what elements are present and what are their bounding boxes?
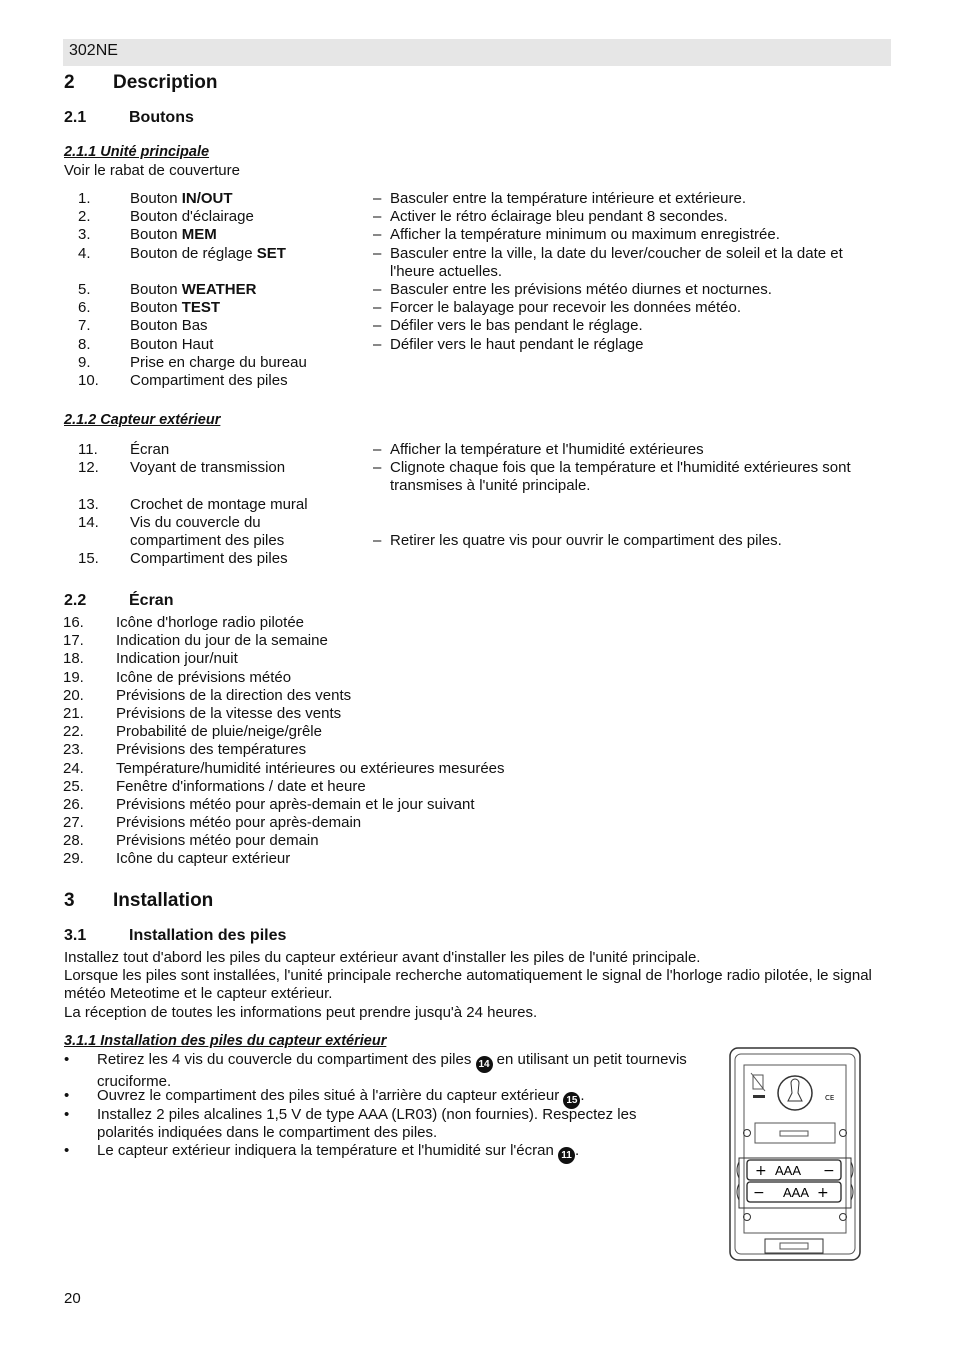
item-number: 4. [78, 244, 91, 262]
bullet: • [64, 1087, 70, 1105]
item-number: 10. [78, 371, 99, 389]
section-number: 3 [64, 890, 75, 911]
item-description: Clignote chaque fois que la température et l'humidité extérieures sont transmises à l'unité principale. [390, 459, 851, 495]
item-label: Icône d'horloge radio pilotée [116, 614, 304, 631]
list-item [63, 317, 891, 335]
item-number: 6. [78, 299, 91, 317]
dash: – [373, 317, 382, 335]
model-label: 302NE [69, 42, 118, 59]
reference-number-badge: 15 [563, 1092, 580, 1109]
item-label [130, 190, 233, 207]
item-label-line2: compartiment des piles [130, 531, 285, 549]
item-label: Icône de prévisions météo [116, 668, 292, 686]
page-number: 20 [64, 1290, 81, 1307]
item-description: Forcer le balayage pour recevoir les données météo. [390, 299, 742, 317]
item-label: Crochet de montage mural [130, 495, 308, 513]
subsection-number: 2.1 [64, 109, 87, 126]
subsection-title: Écran [129, 592, 174, 609]
item-number: 2. [78, 208, 91, 226]
sensor-back-illustration [725, 1045, 865, 1265]
item-number: 27. [63, 814, 84, 832]
item-label: Prévisions des températures [116, 741, 307, 759]
list-item [63, 496, 891, 514]
item-description: Afficher la température et l'humidité extérieures [390, 441, 704, 458]
bullet-text [97, 1051, 692, 1091]
item-number: 18. [63, 650, 84, 668]
item-label-text: Bouton [130, 280, 182, 298]
bullet-text [97, 1106, 692, 1142]
dash: – [373, 244, 382, 262]
item-number: 16. [63, 614, 84, 631]
item-label-text: Bouton d'éclairage [130, 208, 254, 226]
item-label [130, 317, 208, 334]
bullet: • [64, 1051, 70, 1068]
battery-label: AAA [783, 1185, 810, 1200]
dash: – [373, 441, 382, 458]
item-label-text: Bouton [130, 226, 182, 244]
item-label-bold: TEST [181, 299, 221, 317]
item-label: Compartiment des piles [130, 550, 288, 568]
item-label [130, 226, 217, 243]
list-item [63, 190, 891, 208]
bullet-text-part: Retirez les 4 vis du couvercle du compartiment des piles [97, 1051, 476, 1068]
install-steps-list [64, 1051, 694, 1160]
header-bar [63, 39, 891, 66]
item-description: Activer le rétro éclairage bleu pendant 8 secondes. [390, 208, 728, 226]
item-description: Basculer entre les prévisions météo diurnes et nocturnes. [390, 280, 772, 298]
item-number: 11. [78, 441, 98, 458]
item-number: 23. [63, 741, 84, 759]
list-item [63, 226, 891, 244]
item-label: Indication du jour de la semaine [116, 632, 328, 650]
list-item [63, 632, 891, 650]
item-number: 20. [63, 686, 84, 704]
item-label [130, 299, 220, 316]
dash: – [373, 208, 382, 226]
main-unit-button-list [63, 190, 891, 390]
list-item [63, 372, 891, 390]
item-label: Fenêtre d'informations / date et heure [116, 777, 366, 795]
list-item [63, 441, 891, 459]
list-item [63, 354, 891, 372]
section-number: 2 [64, 72, 75, 93]
list-item [63, 814, 891, 832]
dash: – [373, 459, 382, 477]
list-item [64, 1087, 694, 1105]
item-label-text: Bouton Haut [130, 335, 214, 353]
item-number: 7. [78, 317, 91, 335]
item-description: Défiler vers le haut pendant le réglage [390, 335, 644, 353]
list-item [63, 336, 891, 354]
reference-number-badge: 11 [558, 1147, 575, 1164]
subsection-2-1-1-heading: 2.1.1 Unité principale [64, 144, 210, 160]
item-label-text: Bouton de réglage [130, 244, 257, 262]
item-number: 12. [78, 459, 99, 477]
item-number: 17. [63, 632, 84, 650]
subsection-3-1-1-heading: 3.1.1 Installation des piles du capteur extérieur [64, 1033, 387, 1049]
plus-sign: + [817, 1185, 829, 1201]
dash: – [373, 335, 382, 353]
subsection-2-1-heading [64, 109, 194, 127]
item-description: Basculer entre la température intérieure et extérieure. [390, 190, 747, 207]
bullet-text-part: . [580, 1087, 585, 1105]
paragraph: La réception de toutes les informations peut prendre jusqu'à 24 heures. [64, 1003, 538, 1021]
list-item [63, 796, 891, 814]
list-item [63, 550, 891, 568]
item-label: Voyant de transmission [130, 459, 286, 477]
item-description: Basculer entre la ville, la date du lever/coucher de soleil et la date et l'heure actuelles. [390, 244, 843, 280]
item-label-bold: SET [256, 244, 286, 262]
list-item [63, 245, 891, 281]
subsection-3-1-heading [64, 927, 287, 945]
item-label: Prévisions météo pour après-demain et le jour suivant [116, 795, 475, 813]
item-label: Indication jour/nuit [116, 650, 238, 668]
item-number: 21. [63, 704, 84, 722]
item-label-text: Bouton [130, 190, 182, 207]
item-number: 9. [78, 353, 91, 371]
item-label: Écran [130, 441, 170, 458]
item-number: 22. [63, 723, 84, 741]
item-label: Prévisions météo pour demain [116, 832, 319, 850]
list-item [63, 705, 891, 723]
item-number: 15. [78, 550, 99, 568]
bullet-text-part: en utilisant un petit tournevis cruciforme. [97, 1051, 687, 1090]
reference-number-badge: 14 [476, 1056, 493, 1073]
subsection-title: Installation des piles [129, 927, 287, 944]
item-label-text: Bouton [130, 299, 182, 317]
minus-sign: − [753, 1185, 765, 1201]
item-description: Retirer les quatre vis pour ouvrir le compartiment des piles. [390, 531, 782, 549]
item-number: 25. [63, 777, 84, 795]
item-number: 26. [63, 795, 84, 813]
bullet: • [64, 1105, 70, 1123]
subsection-number: 2.2 [64, 592, 87, 609]
item-number: 3. [78, 226, 91, 244]
item-label-bold: MEM [181, 226, 217, 244]
minus-sign: − [823, 1163, 835, 1179]
list-item [63, 687, 891, 705]
subsection-title: Boutons [129, 109, 194, 126]
list-item [63, 741, 891, 759]
intro-text: Voir le rabat de couverture [64, 162, 240, 179]
item-label [130, 354, 307, 371]
list-item [63, 281, 891, 299]
item-label: Probabilité de pluie/neige/grêle [116, 723, 322, 741]
item-number: 14. [78, 513, 99, 531]
item-label: Vis du couvercle du [130, 513, 261, 531]
list-item [63, 459, 891, 495]
item-label-bold: WEATHER [181, 280, 257, 298]
sensor-item-list [63, 441, 891, 568]
item-label: Température/humidité intérieures ou extérieures mesurées [116, 759, 505, 777]
screen-item-list [63, 614, 891, 869]
subsection-number: 3.1 [64, 927, 87, 944]
list-item [63, 832, 891, 850]
item-label-text: Prise en charge du bureau [130, 353, 307, 371]
section-title: Description [113, 72, 218, 93]
list-item [64, 1051, 694, 1090]
bullet-text [97, 1142, 692, 1164]
item-label-bold: IN/OUT [181, 190, 233, 207]
section-3-heading [64, 890, 214, 912]
ce-mark: CE [825, 1094, 835, 1102]
dash: – [373, 190, 382, 207]
bullet-text-part: Installez 2 piles alcalines 1,5 V de type AAA (LR03) (non fournies). Respectez les polarités indiquées dans le compartiment des piles. [97, 1105, 637, 1141]
dash: – [373, 280, 382, 298]
item-number: 24. [63, 759, 84, 777]
bullet-text-part: Le capteur extérieur indiquera la température et l'humidité sur l'écran [97, 1141, 558, 1159]
item-description: Afficher la température minimum ou maximum enregistrée. [390, 226, 780, 244]
item-label: Icône du capteur extérieur [116, 850, 291, 868]
item-label [130, 208, 254, 225]
dash: – [373, 299, 382, 317]
item-label: Prévisions de la direction des vents [116, 686, 352, 704]
list-item [64, 1142, 694, 1160]
section-title: Installation [113, 890, 214, 911]
item-label-text: Compartiment des piles [130, 371, 288, 389]
item-number: 28. [63, 832, 84, 850]
item-number: 5. [78, 280, 91, 298]
item-label [130, 245, 286, 262]
item-number: 1. [78, 190, 91, 207]
item-number: 19. [63, 668, 84, 686]
item-label [130, 281, 256, 298]
install-paragraphs [64, 949, 894, 1022]
item-number: 8. [78, 335, 91, 353]
item-number: 13. [78, 495, 99, 513]
list-item [63, 850, 891, 868]
subsection-2-2-heading [64, 592, 174, 610]
paragraph: Installez tout d'abord les piles du capteur extérieur avant d'installer les piles de l'unité principale. [64, 949, 701, 966]
list-item [64, 1106, 694, 1142]
paragraph: Lorsque les piles sont installées, l'unité principale recherche automatiquement le signal de l'horloge radio pilotée, le signal météo Meteotime et le capteur extérieur. [64, 967, 872, 1003]
bullet-text-part: . [574, 1141, 580, 1159]
list-item [63, 723, 891, 741]
bullet-text-part: Ouvrez le compartiment des piles situé à l'arrière du capteur extérieur [97, 1087, 564, 1105]
list-item [63, 614, 891, 632]
list-item [63, 208, 891, 226]
bullet: • [64, 1141, 70, 1159]
list-item [63, 778, 891, 796]
item-description: Défiler vers le bas pendant le réglage. [390, 317, 643, 335]
item-label-text: Bouton Bas [130, 317, 208, 335]
subsection-2-1-2-heading: 2.1.2 Capteur extérieur [64, 412, 221, 428]
item-label: Prévisions météo pour après-demain [116, 814, 362, 832]
list-item [63, 760, 891, 778]
list-item [63, 299, 891, 317]
list-item [63, 514, 891, 550]
item-label [130, 336, 213, 353]
list-item [63, 650, 891, 668]
dash: – [373, 531, 382, 549]
plus-sign: + [755, 1163, 767, 1179]
battery-label: AAA [775, 1163, 802, 1178]
list-item [63, 669, 891, 687]
dash: – [373, 226, 382, 244]
item-number: 29. [63, 850, 84, 868]
section-2-heading [64, 72, 218, 94]
item-label [130, 372, 288, 389]
item-label: Prévisions de la vitesse des vents [116, 704, 342, 722]
